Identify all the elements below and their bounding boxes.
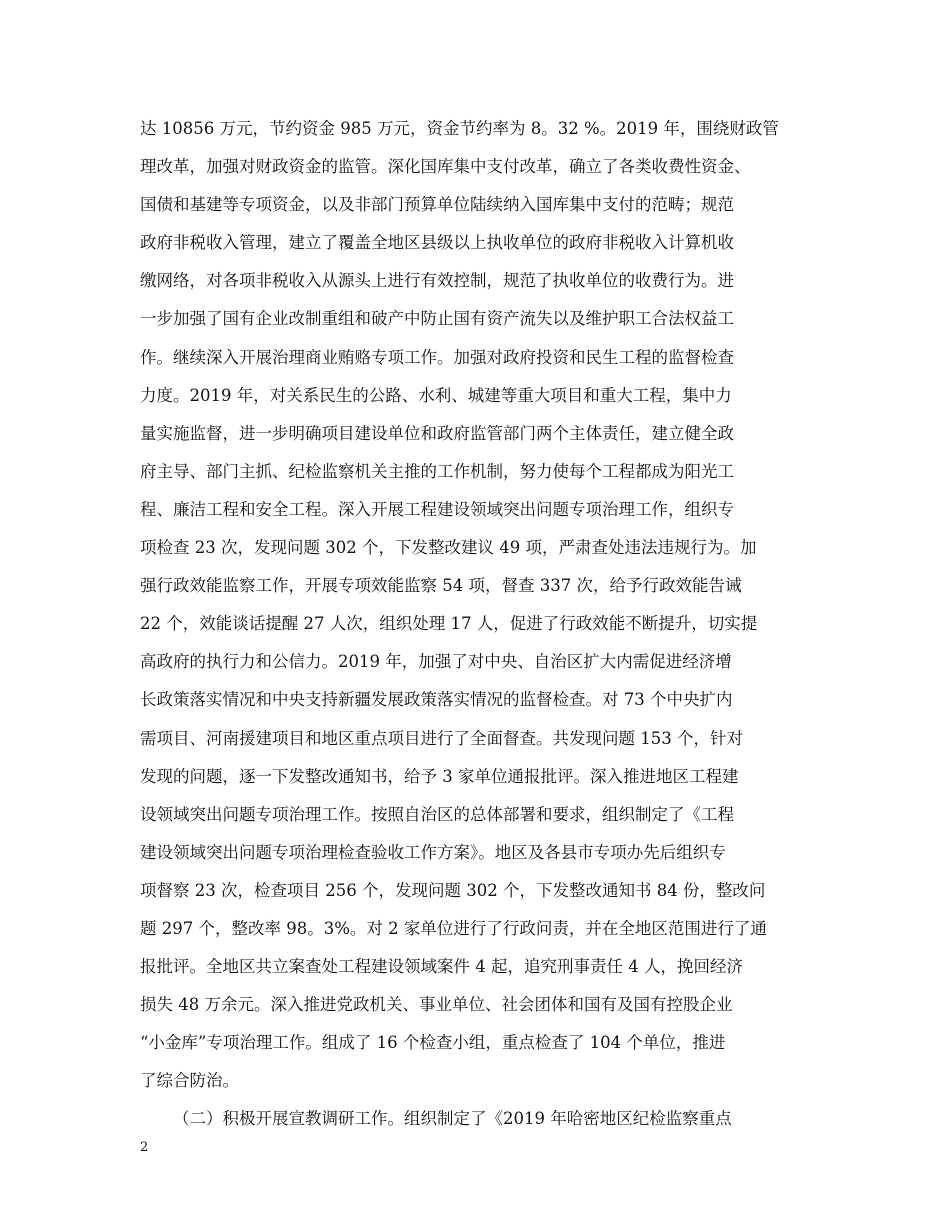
paragraph-1-line: 设领域突出问题专项治理工作。按照自治区的总体部署和要求，组织制定了《工程 bbox=[140, 804, 734, 824]
paragraph-1-line: 高政府的执行力和公信力。2019 年，加强了对中央、自治区扩大内需促进经济增 bbox=[140, 652, 732, 672]
paragraph-1-line: 强行政效能监察工作，开展专项效能监察 54 项，督查 337 次，给予行政效能告诫 bbox=[140, 576, 742, 596]
paragraph-1-line: 22 个，效能谈话提醒 27 人次，组织处理 17 人，促进了行政效能不断提升，切实提 bbox=[140, 614, 758, 634]
paragraph-1-line: 了综合防治。 bbox=[140, 1071, 239, 1091]
body-text bbox=[140, 110, 820, 1139]
page-number: 2 bbox=[140, 1140, 149, 1155]
paragraph-1-line: 量实施监督，进一步明确项目建设单位和政府监管部门两个主体责任，建立健全政 bbox=[140, 423, 734, 443]
paragraph-1-line: 缴网络，对各项非税收入从源头上进行有效控制，规范了执收单位的收费行为。进 bbox=[140, 271, 734, 291]
paragraph-1-line: 报批评。全地区共立案查处工程建设领域案件 4 起，追究刑事责任 4 人，挽回经济 bbox=[140, 957, 743, 977]
paragraph-1-line: 建设领域突出问题专项治理检查验收工作方案》。地区及各县市专项办先后组织专 bbox=[140, 842, 726, 862]
paragraph-1-line: “小金库”专项治理工作。组成了 16 个检查小组，重点检查了 104 个单位，推进 bbox=[140, 1033, 726, 1053]
paragraph-1-line: 一步加强了国有企业改制重组和破产中防止国有资产流失以及维护职工合法权益工 bbox=[140, 309, 734, 329]
paragraph-2-line: （二）积极开展宣教调研工作。组织制定了《2019 年哈密地区纪检监察重点 bbox=[173, 1109, 732, 1129]
paragraph-1-line: 需项目、河南援建项目和地区重点项目进行了全面督查。共发现问题 153 个，针对 bbox=[140, 728, 743, 748]
paragraph-1-line: 题 297 个，整改率 98。3%。对 2 家单位进行了行政问责，并在全地区范围进行了通 bbox=[140, 918, 767, 938]
paragraph-1-line: 达 10856 万元，节约资金 985 万元，资金节约率为 8。32 %。2019 年，围绕财政管 bbox=[140, 119, 779, 138]
paragraph-1-line: 作。继续深入开展治理商业贿赂专项工作。加强对政府投资和民生工程的监督检查 bbox=[140, 347, 734, 367]
paragraph-1-line: 损失 48 万余元。深入推进党政机关、事业单位、社会团体和国有及国有控股企业 bbox=[140, 995, 733, 1015]
paragraph-1-line: 政府非税收入管理，建立了覆盖全地区县级以上执收单位的政府非税收入计算机收 bbox=[140, 233, 734, 253]
paragraph-1-line: 程、廉洁工程和安全工程。深入开展工程建设领域突出问题专项治理工作，组织专 bbox=[140, 499, 734, 519]
paragraph-1-line: 府主导、部门主抓、纪检监察机关主推的工作机制，努力使每个工程都成为阳光工 bbox=[140, 461, 734, 481]
paragraph-1-line: 长政策落实情况和中央支持新疆发展政策落实情况的监督检查。对 73 个中央扩内 bbox=[140, 690, 733, 710]
paragraph-1-line: 项督察 23 次，检查项目 256 个，发现问题 302 个，下发整改通知书 84 份，整改问 bbox=[140, 880, 766, 900]
paragraph-1-line: 理改革，加强对财政资金的监管。深化国库集中支付改革，确立了各类收费性资金、 bbox=[140, 157, 751, 177]
paragraph-1-line: 发现的问题，逐一下发整改通知书，给予 3 家单位通报批评。深入推进地区工程建 bbox=[140, 766, 739, 786]
paragraph-1-line: 力度。2019 年，对关系民生的公路、水利、城建等重大项目和重大工程，集中力 bbox=[140, 385, 732, 405]
paragraph-1-line: 国债和基建等专项资金，以及非部门预算单位陆续纳入国库集中支付的范畴；规范 bbox=[140, 195, 734, 215]
paragraph-1-line: 项检查 23 次，发现问题 302 个，下发整改建议 49 项，严肃查处违法违规行为。加 bbox=[140, 538, 757, 558]
